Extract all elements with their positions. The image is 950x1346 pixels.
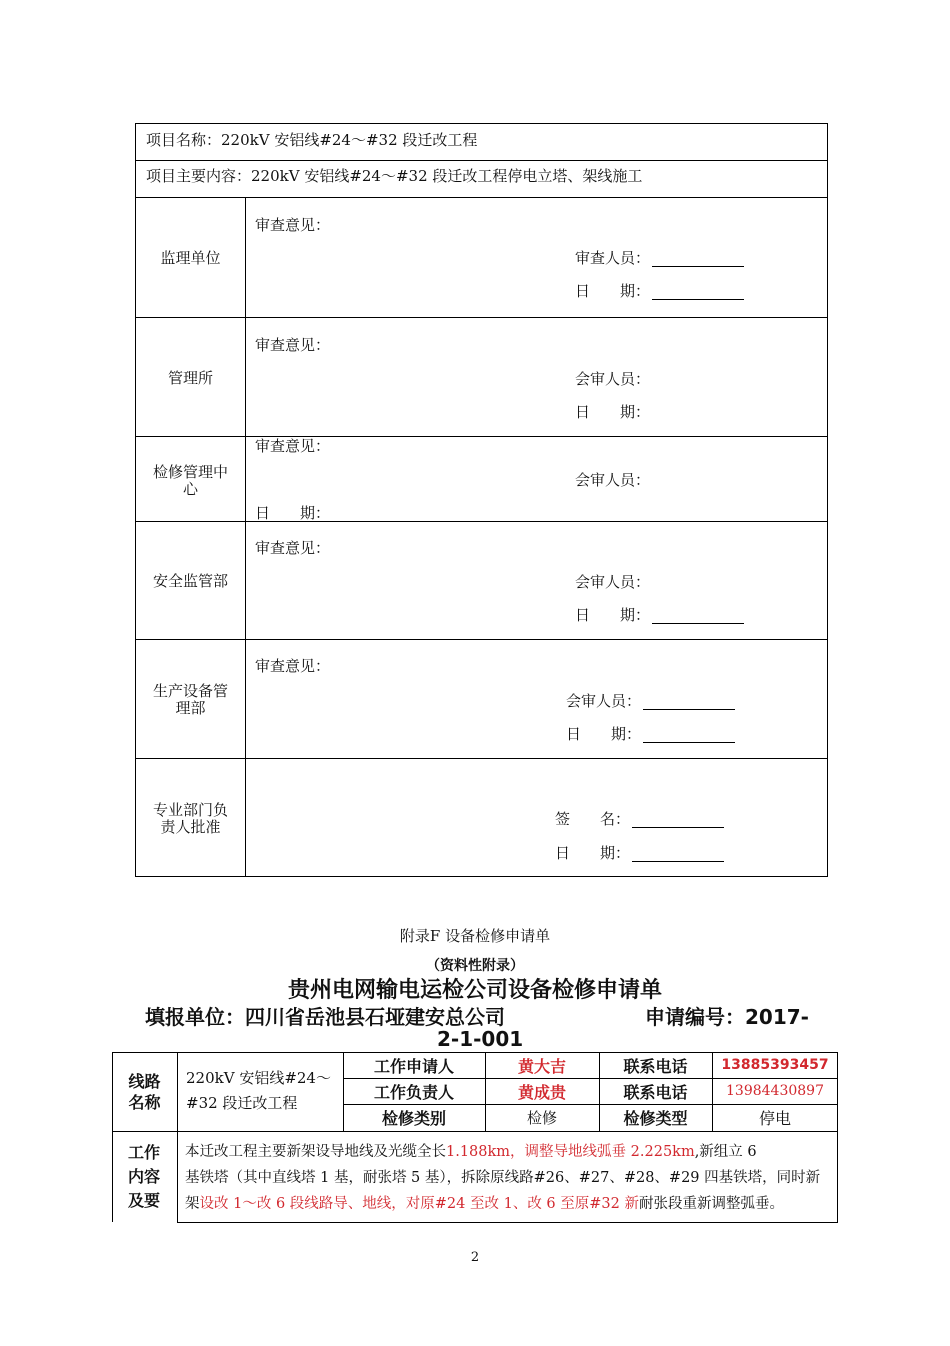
reviewer-line: 审查人员： (575, 249, 744, 267)
co-reviewer-label: 会审人员： (575, 370, 651, 388)
applicant-label: 工作申请人 (373, 1056, 454, 1076)
appendix-title: 附录F 设备检修申请单 (399, 927, 551, 945)
reporting-unit: 填报单位：四川省岳池县石垭建安总公司 (145, 1005, 505, 1029)
section-label-maintenance-center: 检修管理中心 (152, 463, 228, 498)
review-form-table (135, 123, 828, 877)
review-opinion: 审查意见： (255, 216, 331, 234)
section-label-dept-head-approval: 专业部门负责人批准 (152, 801, 228, 836)
applicant-phone: 13885393457 (721, 1057, 829, 1073)
form-main-title: 贵州电网输电运检公司设备检修申请单 (287, 978, 662, 1003)
application-number: 申请编号：2017- (645, 1005, 809, 1029)
section-label-supervision: 监理单位 (160, 249, 221, 267)
applicant-value: 黄大吉 (517, 1056, 566, 1076)
page-number: 2 (470, 1250, 480, 1265)
date-line: 日 期： (555, 844, 724, 862)
date-line: 日 期： (575, 282, 744, 300)
content-text: 本迁改工程主要新架设导地线及光缆全长1.188km，调整导地线弧垂 2.225km,新组立 6 基铁塔（其中直线塔 1 基，耐张塔 5 基），拆除原线路#26、#27、#28、#29 四基铁塔，同时新 架设改 1～改 6 段线路导、地线，对原#24 至改 1、改 6 至原#32 新耐张段重新调整弧垂。 (185, 1144, 821, 1212)
application-number-cont: 2-1-001 (437, 1027, 524, 1051)
section-label-production-dept: 生产设备管理部 (152, 682, 228, 717)
phone-label: 联系电话 (623, 1082, 688, 1102)
phone-label: 联系电话 (623, 1056, 688, 1076)
date-line: 日 期： (566, 725, 735, 743)
leader-phone: 13984430897 (726, 1083, 824, 1099)
line-name-label: 线路名称 (128, 1071, 161, 1112)
co-reviewer-line: 会审人员： (566, 692, 735, 710)
date-line: 日 期： (575, 606, 744, 624)
line-name-value: 220kV 安铝线#24～#32 段迁改工程 (186, 1069, 331, 1112)
content-label: 工作内容及要 (127, 1143, 160, 1210)
review-opinion: 审查意见： (255, 539, 331, 557)
review-opinion: 审查意见： (255, 437, 331, 455)
category-label: 检修类别 (381, 1109, 446, 1128)
type-value: 停电 (758, 1109, 791, 1128)
co-reviewer-label: 会审人员： (575, 471, 651, 489)
leader-label: 工作负责人 (373, 1082, 454, 1102)
review-opinion: 审查意见： (255, 657, 331, 675)
date-line: 日 期： (255, 504, 424, 522)
section-label-management-office: 管理所 (167, 369, 213, 387)
leader-value: 黄成贵 (517, 1082, 566, 1102)
project-name: 项目名称：220kV 安铝线#24～#32 段迁改工程 (146, 131, 478, 149)
project-content: 项目主要内容：220kV 安铝线#24～#32 段迁改工程停电立塔、架线施工 (146, 167, 643, 185)
appendix-subtitle: （资料性附录） (426, 958, 524, 974)
category-value: 检修 (526, 1109, 557, 1127)
type-label: 检修类型 (623, 1109, 688, 1128)
date-label: 日 期： (575, 403, 651, 421)
sign-line: 签 名： (555, 810, 724, 828)
review-opinion: 审查意见： (255, 336, 331, 354)
section-label-safety-dept: 安全监管部 (152, 572, 228, 590)
co-reviewer-label: 会审人员： (575, 573, 651, 591)
